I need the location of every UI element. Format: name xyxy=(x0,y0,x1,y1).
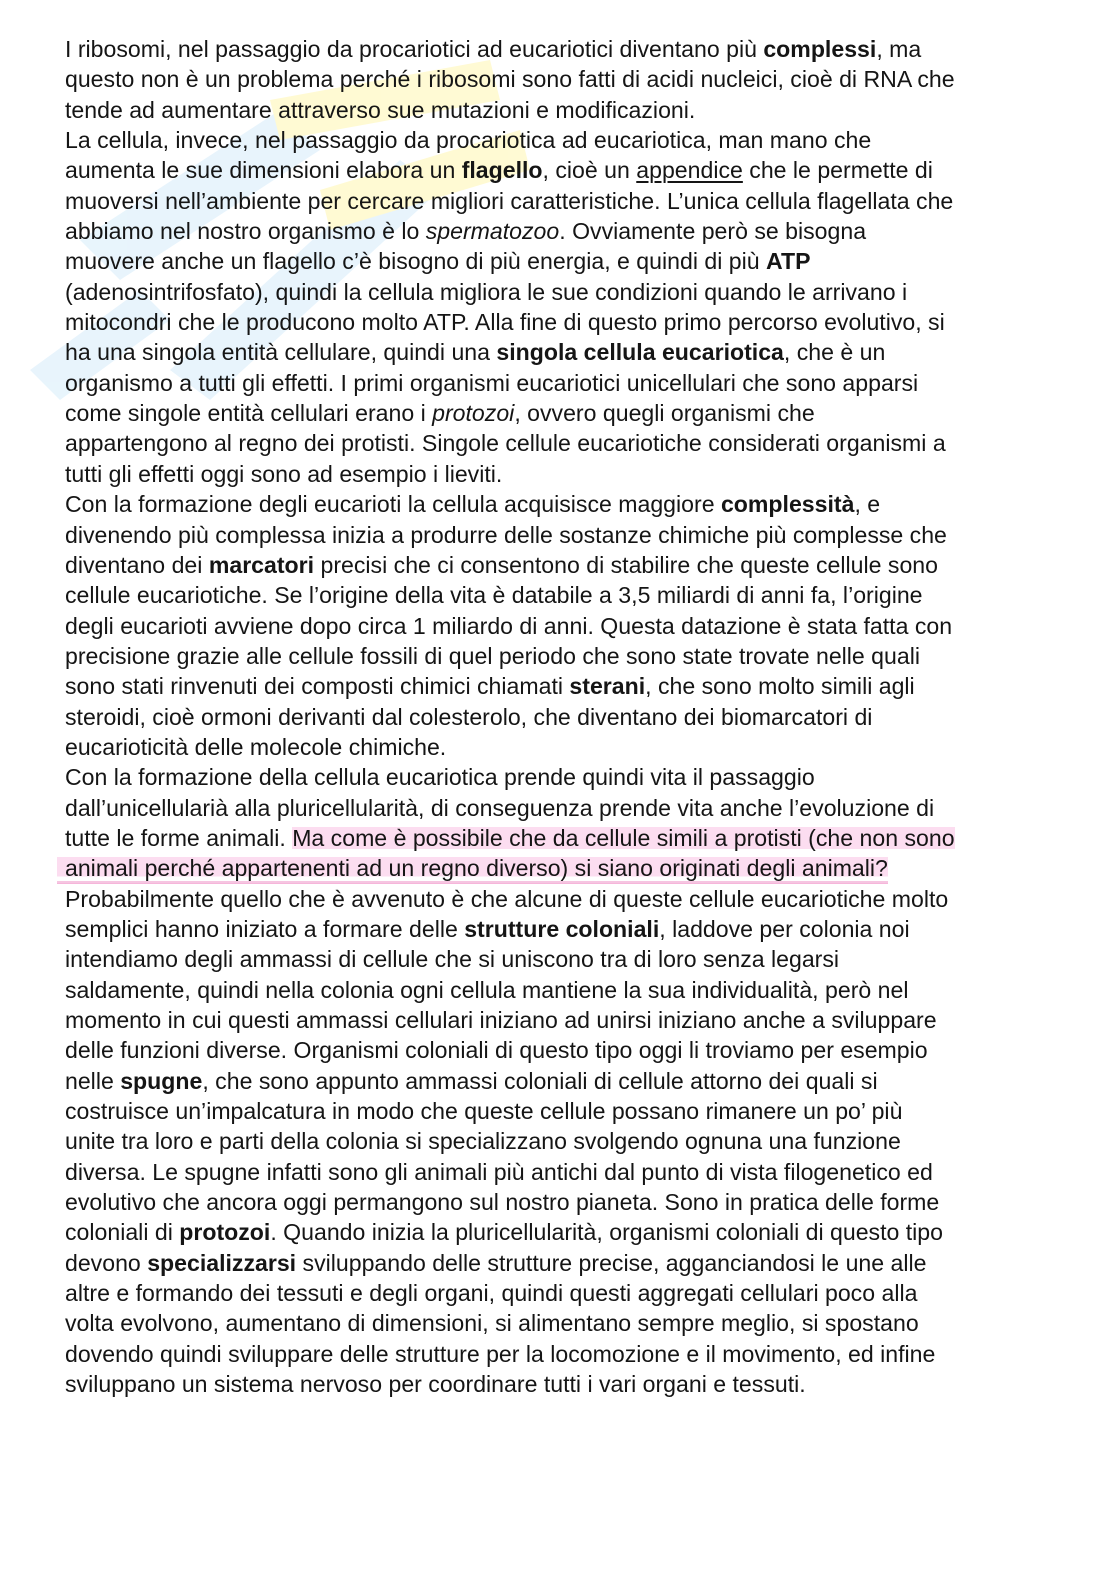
bold-term: spugne xyxy=(120,1067,203,1094)
text-segment: eucarioticità delle molecole chimiche. xyxy=(65,733,447,760)
text-segment: tende ad aumentare attraverso sue mutazioni e modificazioni. xyxy=(65,96,696,123)
italic-term: protozoi xyxy=(432,400,515,427)
bold-term: complessità xyxy=(720,491,855,518)
bold-term: protozoi xyxy=(179,1219,271,1246)
text-line xyxy=(65,823,1095,853)
text-line xyxy=(65,307,1095,337)
text-line xyxy=(65,884,1095,914)
text-segment: momento in cui questi ammassi cellulari iniziano ad unirsi iniziano anche a sviluppare xyxy=(65,1007,937,1033)
text-segment: costruisce un’impalcatura in modo che queste cellule possano rimanere un po’ più xyxy=(65,1098,903,1125)
text-segment: questo non è un problema perché i ribosomi sono fatti di acidi nucleici, cioè di RNA che xyxy=(65,66,955,93)
text-line xyxy=(65,125,1095,155)
text-segment: devono xyxy=(65,1249,148,1276)
text-segment: saldamente, quindi nella colonia ogni cellula mantiene la sua individualità, però nel xyxy=(65,976,909,1003)
text-segment: I ribosomi, nel passaggio da procariotici ad eucariotici diventano più xyxy=(65,36,764,62)
text-line xyxy=(65,337,1095,367)
bold-term: singola cellula eucariotica xyxy=(496,339,784,366)
text-line xyxy=(65,1005,1095,1035)
text-segment: Con la formazione degli eucarioti la cellula acquisisce maggiore xyxy=(65,491,721,518)
text-segment: muoversi nell’ambiente per cercare migliori caratteristiche. L’unica cellula flagellata che xyxy=(65,187,954,214)
text-segment: precisi che ci consentono di stabilire che queste cellule sono xyxy=(314,551,938,578)
highlighted-text: animali perché appartenenti ad un regno diverso) si siano originati degli animali? xyxy=(57,855,888,884)
text-line xyxy=(65,95,1095,125)
text-segment: appartengono al regno dei protisti. Singole cellule eucariotiche considerati organismi a xyxy=(65,430,946,457)
text-segment: , che è un xyxy=(783,339,886,366)
text-line xyxy=(65,1217,1095,1247)
text-line xyxy=(65,368,1095,398)
text-segment: abbiamo nel nostro organismo è lo xyxy=(65,218,426,245)
text-line xyxy=(65,1369,1095,1399)
text-segment: dovendo quindi sviluppare delle strutture per la locomozione e il movimento, ed infine xyxy=(65,1340,936,1367)
text-segment: volta evolvono, aumentano di dimensioni, si alimentano sempre meglio, si spostano xyxy=(65,1310,919,1337)
text-segment: , che sono molto simili agli xyxy=(645,673,915,700)
bold-term: specializzarsi xyxy=(147,1249,297,1276)
text-line xyxy=(65,1248,1095,1278)
bold-term: marcatori xyxy=(208,551,315,578)
text-line xyxy=(65,914,1095,944)
text-segment: che le permette di xyxy=(742,157,933,184)
text-segment: mitocondri che le producono molto ATP. Alla fine di questo primo percorso evolutivo, si xyxy=(65,309,945,336)
text-line xyxy=(65,732,1095,762)
text-segment: muovere anche un flagello c’è bisogno di più energia, e quindi di più xyxy=(65,248,766,275)
text-line xyxy=(65,428,1095,458)
text-line xyxy=(65,246,1095,276)
text-line xyxy=(65,580,1095,610)
text-line xyxy=(65,64,1095,94)
text-line xyxy=(65,762,1095,792)
text-line xyxy=(65,398,1095,428)
text-segment: steroidi, cioè ormoni derivanti dal colesterolo, che diventano dei biomarcatori di xyxy=(65,703,873,730)
text-segment: nelle xyxy=(65,1067,121,1094)
text-segment: . Quando inizia la pluricellularità, organismi coloniali di questo tipo xyxy=(270,1219,943,1246)
text-segment: ha una singola entità cellulare, quindi una xyxy=(65,339,497,366)
bold-term: strutture coloniali xyxy=(464,915,660,942)
text-line xyxy=(65,944,1095,974)
text-segment: , ovvero quegli organismi che xyxy=(514,400,815,427)
bold-term: complessi xyxy=(763,36,877,62)
text-segment: , ma xyxy=(876,36,922,62)
text-segment: organismo a tutti gli effetti. I primi organismi eucariotici unicellulari che sono apparsi xyxy=(65,369,919,396)
text-segment: , e xyxy=(854,491,881,518)
text-segment: Con la formazione della cellula eucariotica prende quindi vita il passaggio xyxy=(65,764,815,791)
text-segment: aumenta le sue dimensioni elabora un xyxy=(65,157,462,184)
text-segment: coloniali di xyxy=(65,1219,180,1246)
text-line xyxy=(65,1126,1095,1156)
text-line xyxy=(65,277,1095,307)
text-line xyxy=(65,459,1095,489)
text-segment: intendiamo degli ammassi di cellule che si uniscono tra di loro senza legarsi xyxy=(65,946,840,973)
text-line xyxy=(65,671,1095,701)
bold-term: flagello xyxy=(461,157,543,184)
text-line xyxy=(65,641,1095,671)
text-segment: appendice xyxy=(636,157,743,184)
text-segment: , cioè un xyxy=(542,157,637,184)
text-line xyxy=(65,489,1095,519)
bold-term: sterani xyxy=(569,673,646,700)
text-segment: sono stati rinvenuti dei composti chimici chiamati xyxy=(65,673,570,700)
text-segment: come singole entità cellulari erano i xyxy=(65,400,433,427)
text-segment: dall’unicellularià alla pluricellularità, di conseguenza prende vita anche l’evoluzione di xyxy=(65,794,935,821)
text-segment: precisione grazie alle cellule fossili di quel periodo che sono state trovate nelle quali xyxy=(65,642,920,669)
text-segment: evolutivo che ancora oggi permangono sul nostro pianeta. Sono in pratica delle forme xyxy=(65,1189,940,1216)
text-segment: tutti gli effetti oggi sono ad esempio i lieviti. xyxy=(65,460,503,487)
text-line xyxy=(65,975,1095,1005)
text-segment: diversa. Le spugne infatti sono gli animali più antichi dal punto di vista filogenetico ed xyxy=(65,1158,933,1185)
text-line xyxy=(65,1035,1095,1065)
document-body xyxy=(65,34,1095,1399)
text-segment: Probabilmente quello che è avvenuto è che alcune di queste cellule eucariotiche molto xyxy=(65,885,949,912)
text-segment: sviluppano un sistema nervoso per coordinare tutti i vari organi e tessuti. xyxy=(65,1371,806,1398)
text-line xyxy=(65,611,1095,641)
text-segment: tutte le forme animali. xyxy=(65,824,293,851)
text-segment: altre e formando dei tessuti e degli organi, quindi questi aggregati cellulari poco alla xyxy=(65,1280,918,1307)
text-line xyxy=(65,34,1095,64)
italic-term: spermatozoo xyxy=(425,218,560,245)
text-line xyxy=(65,1339,1095,1369)
text-segment: semplici hanno iniziato a formare delle xyxy=(65,915,465,942)
text-line xyxy=(65,155,1095,185)
text-line xyxy=(65,1066,1095,1096)
text-segment: degli eucarioti avviene dopo circa 1 miliardo di anni. Questa datazione è stata fatta con xyxy=(65,612,953,639)
text-line xyxy=(65,853,1095,883)
text-segment: cellule eucariotiche. Se l’origine della vita è databile a 3,5 miliardi di anni fa, l’origine xyxy=(65,582,923,609)
text-line xyxy=(65,1187,1095,1217)
text-segment: . Ovviamente però se bisogna xyxy=(559,218,867,245)
text-segment: delle funzioni diverse. Organismi coloniali di questo tipo oggi li troviamo per esempio xyxy=(65,1037,928,1064)
text-segment: , che sono appunto ammassi coloniali di cellule attorno dei quali si xyxy=(202,1067,878,1094)
text-segment: unite tra loro e parti della colonia si specializzano svolgendo ognuna una funzione xyxy=(65,1128,901,1155)
text-line xyxy=(65,793,1095,823)
text-line xyxy=(65,550,1095,580)
text-line xyxy=(65,1278,1095,1308)
text-line xyxy=(65,1308,1095,1338)
text-segment: La cellula, invece, nel passaggio da procariotica ad eucariotica, man mano che xyxy=(65,127,872,154)
text-line xyxy=(65,186,1095,216)
text-line xyxy=(65,1157,1095,1187)
text-line xyxy=(65,1096,1095,1126)
text-line xyxy=(65,216,1095,246)
text-line xyxy=(65,520,1095,550)
bold-term: ATP xyxy=(766,248,811,275)
text-line xyxy=(65,702,1095,732)
text-segment: sviluppando delle strutture precise, agganciandosi le une alle xyxy=(296,1249,927,1276)
text-segment: (adenosintrifosfato), quindi la cellula migliora le sue condizioni quando le arrivano i xyxy=(65,278,908,305)
highlighted-text: Ma come è possibile che da cellule simili a protisti (che non sono xyxy=(292,824,955,851)
text-segment: , laddove per colonia noi xyxy=(659,915,910,942)
text-segment: diventano dei xyxy=(65,551,209,578)
text-segment: divenendo più complessa inizia a produrre delle sostanze chimiche più complesse che xyxy=(65,521,947,548)
